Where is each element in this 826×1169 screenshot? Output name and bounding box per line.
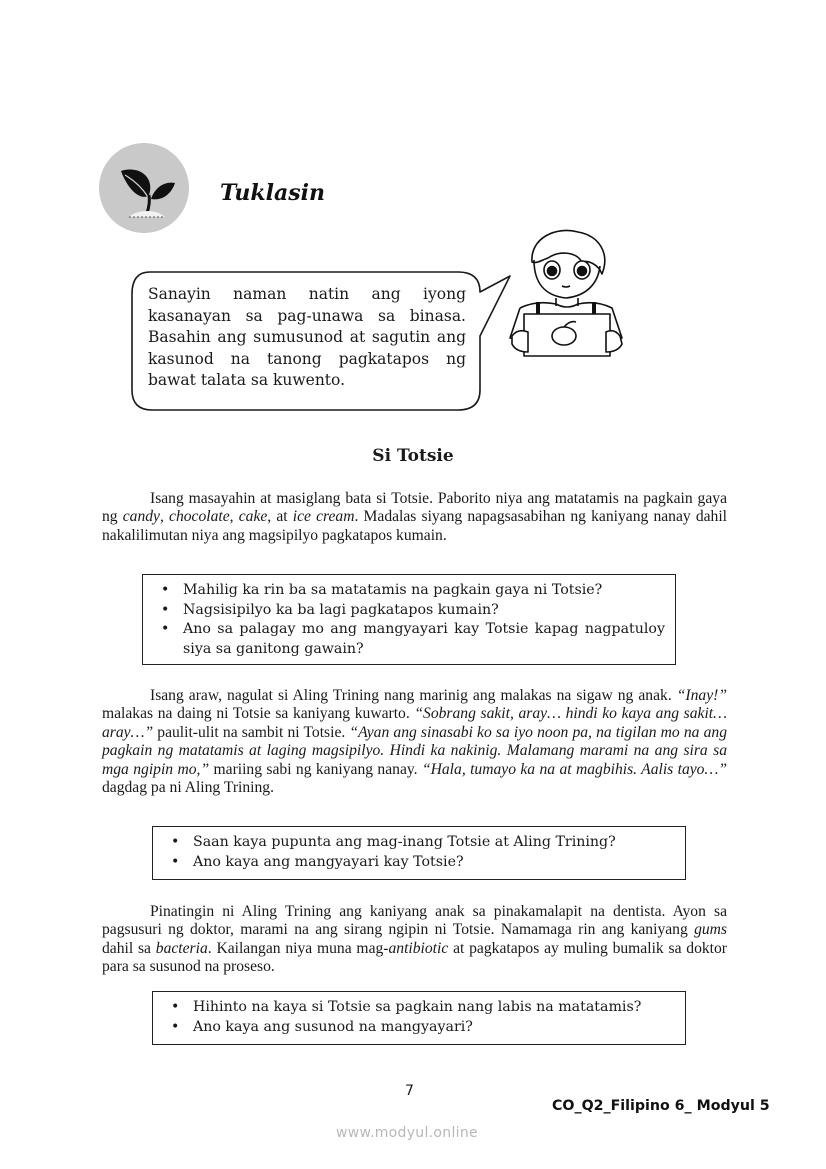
segment: . Kailangan niya muna mag- xyxy=(207,939,389,957)
question-box-3 xyxy=(152,991,686,1045)
question-item: • Hihinto na kaya si Totsie sa pagkain nang labis na matatamis? xyxy=(171,998,675,1018)
story-paragraph-3 xyxy=(102,903,727,977)
question-item: • Saan kaya pupunta ang mag-inang Totsie at Aling Trining? xyxy=(171,833,675,853)
segment-italic: “Hala, tumayo ka na at magbihis. Aalis tayo…” xyxy=(421,760,728,778)
segment: , xyxy=(229,508,239,526)
segment-italic: candy xyxy=(122,508,160,526)
segment-italic: gums xyxy=(694,921,727,939)
segment-italic: antibiotic xyxy=(388,939,449,957)
story-paragraph-1 xyxy=(102,490,727,545)
question-item: • Mahilig ka rin ba sa matatamis na pagkain gaya ni Totsie? xyxy=(161,581,665,601)
watermark-link[interactable]: www.modyul.online xyxy=(336,1125,478,1141)
section-title: Tuklasin xyxy=(220,180,325,206)
module-code: CO_Q2_Filipino 6_ Modyul 5 xyxy=(552,1098,770,1114)
segment: Pinatingin ni Aling Trining ang kaniyang anak sa pinakamalapit na dentista. Ayon sa pagsusuri ng doktor, marami na ang sirang ngipin ni Totsie. Namamaga rin ang kaniyang xyxy=(102,903,727,939)
segment-italic: ice cream xyxy=(292,508,355,526)
segment-italic: chocolate xyxy=(169,508,230,526)
question-box-2 xyxy=(152,826,686,880)
seedling-icon xyxy=(99,143,189,233)
segment: Isang masayahin at masiglang bata si Totsie. Paborito niya ang matatamis na pagkain gaya ng xyxy=(102,490,727,526)
segment-italic: “Inay!” xyxy=(676,687,727,704)
question-box-1 xyxy=(142,574,676,665)
segment: paulit-ulit na sambit ni Totsie. xyxy=(153,723,350,741)
question-item: • Nagsisipilyo ka ba lagi pagkatapos kumain? xyxy=(161,601,665,621)
segment-italic: bacteria xyxy=(155,939,208,957)
segment: dahil sa xyxy=(102,939,156,957)
segment-italic: cake xyxy=(238,508,268,526)
segment: mariing sabi ng kaniyang nanay. xyxy=(209,760,422,778)
page-number: 7 xyxy=(405,1083,414,1099)
section-icon-badge xyxy=(99,143,189,233)
segment-italic: “Sobrang sakit, aray… hindi ko kaya ang sakit…aray…” xyxy=(102,705,727,741)
question-item: • Ano sa palagay mo ang mangyayari kay Totsie kapag nagpatuloy siya sa ganitong gawain? xyxy=(161,620,665,659)
segment-italic: “Ayan ang sinasabi ko sa iyo noon pa, na tigilan mo na ang pagkain ng matatamis at laging magsipilyo. Hindi ka nakinig. Malamang marami na ang sira sa mga ngipin mo,” xyxy=(102,723,727,778)
bubble-instruction-text: Sanayin naman natin ang iyong kasanayan sa pag-unawa sa binasa. Basahin ang sumusunod at sagutin ang kasunod na tanong pagkatapos ng bawat talata sa kuwento. xyxy=(148,285,466,389)
segment: . Madalas siyang napagsasabihan ng kaniyang nanay dahil nakalilimutan niya ang magsipilyo pagkatapos kumain. xyxy=(102,508,728,544)
segment: at pagkatapos ay muling bumalik sa doktor para sa susunod na proseso. xyxy=(102,939,728,976)
question-item: • Ano kaya ang mangyayari kay Totsie? xyxy=(171,853,675,873)
segment: , xyxy=(159,508,170,526)
segment: Isang araw, nagulat si Aling Trining nang marinig ang malakas na sigaw ng anak. xyxy=(150,687,677,704)
segment: , at xyxy=(267,508,293,526)
question-item: • Ano kaya ang susunod na mangyayari? xyxy=(171,1018,675,1038)
segment: dagdag pa ni Aling Trining. xyxy=(102,779,274,797)
story-paragraph-2 xyxy=(102,687,727,797)
child-holding-sign-icon xyxy=(490,220,640,360)
story-title: Si Totsie xyxy=(372,446,454,466)
segment: malakas na daing ni Totsie sa kaniyang kuwarto. xyxy=(102,705,415,723)
